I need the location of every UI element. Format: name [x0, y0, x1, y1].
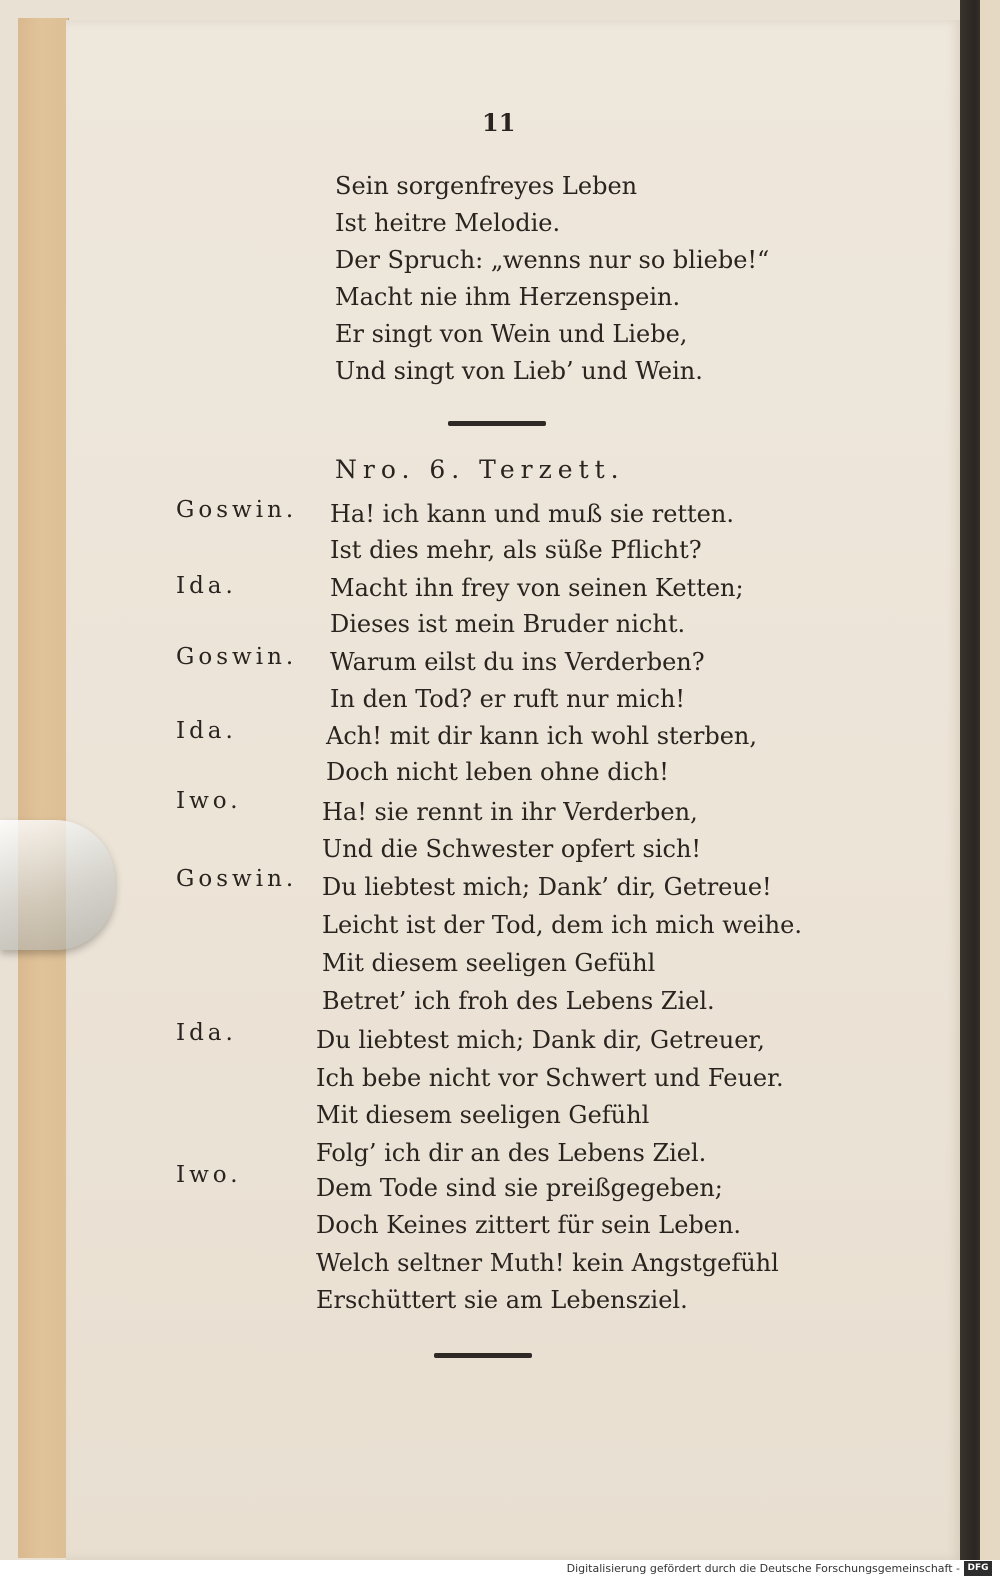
divider-rule — [448, 421, 546, 426]
dialogue-line: Mit diesem seeligen Gefühl — [316, 1101, 650, 1129]
verse-line: Ist heitre Melodie. — [335, 209, 561, 237]
divider-rule — [434, 1353, 532, 1358]
dialogue-line: Du liebtest mich; Dank’ dir, Getreue! — [322, 873, 772, 901]
verse-line: Und singt von Lieb’ und Wein. — [335, 357, 703, 385]
footer-credit: Digitalisierung gefördert durch die Deutsche Forschungsgemeinschaft - — [566, 1562, 960, 1575]
dialogue-line: Ha! sie rennt in ihr Verderben, — [322, 798, 698, 826]
page-number: 11 — [482, 108, 516, 137]
section-title: Nro. 6. Terzett. — [335, 455, 625, 484]
dialogue-line: Ich bebe nicht vor Schwert und Feuer. — [316, 1064, 784, 1092]
dialogue-line: Doch Keines zittert für sein Leben. — [316, 1211, 742, 1239]
dialogue-line: Ach! mit dir kann ich wohl sterben, — [326, 722, 757, 750]
dialogue-line: Erschüttert sie am Lebensziel. — [316, 1286, 688, 1314]
dialogue-line: Leicht ist der Tod, dem ich mich weihe. — [322, 911, 802, 939]
verse-line: Er singt von Wein und Liebe, — [335, 320, 688, 348]
verse-line: Macht nie ihm Herzenspein. — [335, 283, 681, 311]
facing-page-edge — [980, 0, 1000, 1560]
dfg-logo: DFG — [964, 1561, 992, 1576]
dialogue-line: Und die Schwester opfert sich! — [322, 835, 702, 863]
speaker-name: Ida. — [176, 573, 237, 599]
speaker-name: Goswin. — [176, 866, 298, 892]
verse-line: Der Spruch: „wenns nur so bliebe!“ — [335, 246, 770, 274]
speaker-name: Iwo. — [176, 1162, 242, 1188]
dialogue-line: Du liebtest mich; Dank dir, Getreuer, — [316, 1026, 765, 1054]
dialogue-line: Ist dies mehr, als süße Pflicht? — [330, 536, 702, 564]
speaker-name: Iwo. — [176, 788, 242, 814]
speaker-name: Goswin. — [176, 644, 298, 670]
dialogue-line: Warum eilst du ins Verderben? — [330, 648, 705, 676]
dialogue-line: Macht ihn frey von seinen Ketten; — [330, 574, 744, 602]
dialogue-line: In den Tod? er ruft nur mich! — [330, 685, 686, 713]
dialogue-line: Betret’ ich froh des Lebens Ziel. — [322, 987, 715, 1015]
verse-line: Sein sorgenfreyes Leben — [335, 172, 638, 200]
speaker-name: Ida. — [176, 718, 237, 744]
speaker-name: Goswin. — [176, 497, 298, 523]
dialogue-line: Folg’ ich dir an des Lebens Ziel. — [316, 1139, 707, 1167]
dialogue-line: Ha! ich kann und muß sie retten. — [330, 500, 734, 528]
dialogue-line: Welch seltner Muth! kein Angstgefühl — [316, 1249, 779, 1277]
dialogue-line: Doch nicht leben ohne dich! — [326, 758, 669, 786]
dialogue-line: Mit diesem seeligen Gefühl — [322, 949, 656, 977]
dialogue-line: Dem Tode sind sie preißgegeben; — [316, 1174, 723, 1202]
book-cover-edge — [18, 18, 69, 1558]
dialogue-line: Dieses ist mein Bruder nicht. — [330, 610, 686, 638]
page-clip — [0, 820, 115, 950]
speaker-name: Ida. — [176, 1020, 237, 1046]
